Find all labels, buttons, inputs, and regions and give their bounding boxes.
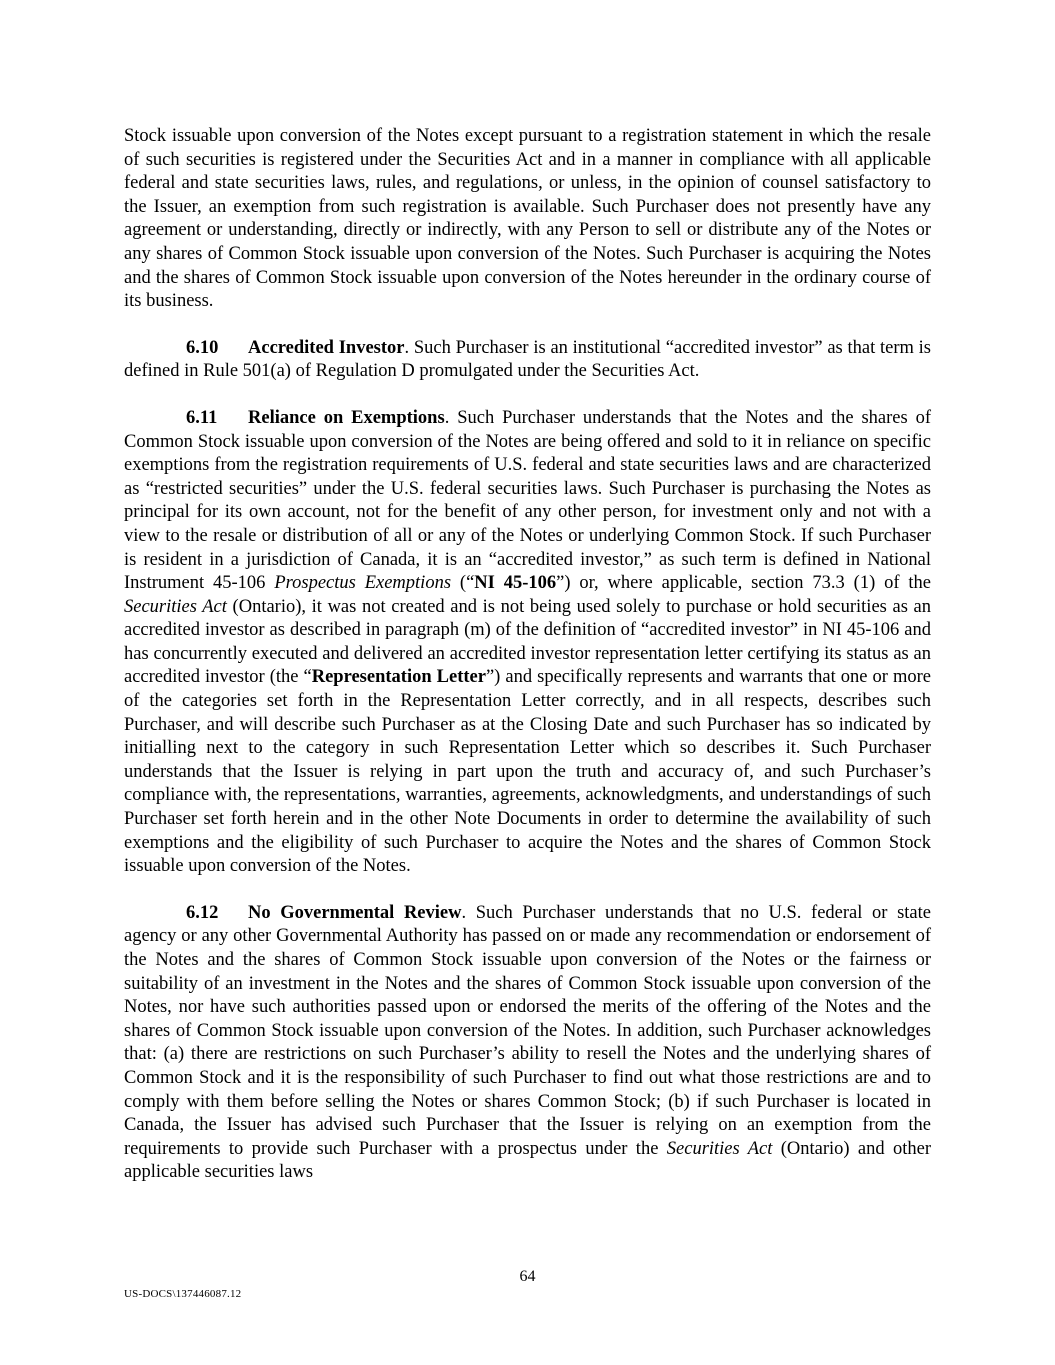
section-number: 6.12 [186, 902, 219, 923]
section-text: (“ [451, 573, 475, 594]
section-text: ”) and specifically represents and warrants that one or more of the categories set forth in the Representation Letter correctly, and in all respects, describes such Purchaser, and will describe such Purchaser as at the Closing Date and such Purchaser has so indicated by initialling next to the category in such Representation Letter which so describes it. Such Purchaser understands that the Issuer is relying in part upon the truth and accuracy of, and such Purchaser’s compliance with, the representations, warranties, agreements, acknowledgments, and understandings of such Purchaser set forth herein and in the other Note Documents in order to determine the availability of such exemptions and the eligibility of such Purchaser to acquire the Notes and the shares of Common Stock issuable upon conversion of the Notes. [124, 667, 931, 877]
section-text: (Ontario), it was not created and is not being used solely to purchase or hold securities as an accredited investor as described in paragraph (m) of the definition of “accredited investor” in NI 45-106 and has concurrently executed and delivered an accredited investor representation letter certifying its status as an accredited investor (the “ [124, 596, 931, 688]
section-heading: Reliance on Exemptions [248, 407, 445, 428]
defined-term-bold: NI 45-106 [474, 573, 557, 594]
section-heading: No Governmental Review [248, 902, 462, 923]
statute-name-italic: Securities Act [124, 596, 227, 617]
section-number: 6.11 [186, 407, 218, 428]
section-6-12 [124, 902, 931, 1185]
section-6-11 [124, 407, 931, 879]
section-text: . Such Purchaser understands that the Notes and the shares of Common Stock issuable upon conversion of the Notes are being offered and sold to it in reliance on specific exemptions from the registration requirements of U.S. federal and state securities laws and are characterized as “restricted securities” under the U.S. federal securities laws. Such Purchaser is purchasing the Notes as principal for its own account, not for the benefit of any other person, for investment only and not with a view to the resale or distribution of all or any of the Notes or underlying Common Stock. If such Purchaser is resident in a jurisdiction of Canada, it is an “accredited investor,” as such term is defined in National Instrument 45-106 [124, 407, 932, 594]
section-text: (Ontario) and other applicable securities laws [124, 1138, 931, 1183]
document-body [124, 125, 931, 1208]
defined-term-bold: Representation Letter [311, 667, 486, 688]
section-number: 6.10 [186, 337, 219, 358]
section-text: . Such Purchaser understands that no U.S. federal or state agency or any other Governmental Authority has passed on or made any recommendation or endorsement of the Notes and the shares of Common Stock issuable upon conversion of the Notes or the fairness or suitability of an investment in the Notes and the shares of Common Stock issuable upon conversion of the Notes, nor have such authorities passed upon or endorsed the merits of the offering of the Notes and the shares of Common Stock issuable upon conversion of the Notes. In addition, such Purchaser acknowledges that: (a) there are restrictions on such Purchaser’s ability to resell the Notes and the underlying shares of Common Stock and it is the responsibility of such Purchaser to find out what those restrictions are and to comply with them before selling the Notes or shares Common Stock; (b) if such Purchaser is located in Canada, the Issuer has advised such Purchaser that the Issuer is relying on an exemption from the requirements to provide such Purchaser with a prospectus under the [124, 902, 931, 1159]
defined-term-italic: Prospectus Exemptions [274, 573, 452, 594]
statute-name-italic: Securities Act [666, 1138, 773, 1159]
page-number: 64 [519, 1268, 536, 1285]
document-id: US-DOCS\137446087.12 [124, 1288, 242, 1300]
section-6-10 [124, 337, 931, 384]
continuation-paragraph: Stock issuable upon conversion of the Notes except pursuant to a registration statement in which the resale of such securities is registered under the Securities Act and in a manner in compliance with all applicable federal and state securities laws, rules, and regulations, or unless, in the opinion of counsel satisfactory to the Issuer, an exemption from such registration is available. Such Purchaser does not presently have any agreement or understanding, directly or indirectly, with any Person to sell or distribute any of the Notes or any shares of Common Stock issuable upon conversion of the Notes. Such Purchaser is acquiring the Notes and the shares of Common Stock issuable upon conversion of the Notes hereunder in the ordinary course of its business. [124, 126, 931, 312]
section-text: ”) or, where applicable, section 73.3 (1) of the [556, 573, 931, 594]
section-text: . Such Purchaser is an institutional “accredited investor” as that term is defined in Rule 501(a) of Regulation D promulgated under the Securities Act. [124, 337, 932, 382]
section-heading: Accredited Investor [248, 337, 405, 358]
